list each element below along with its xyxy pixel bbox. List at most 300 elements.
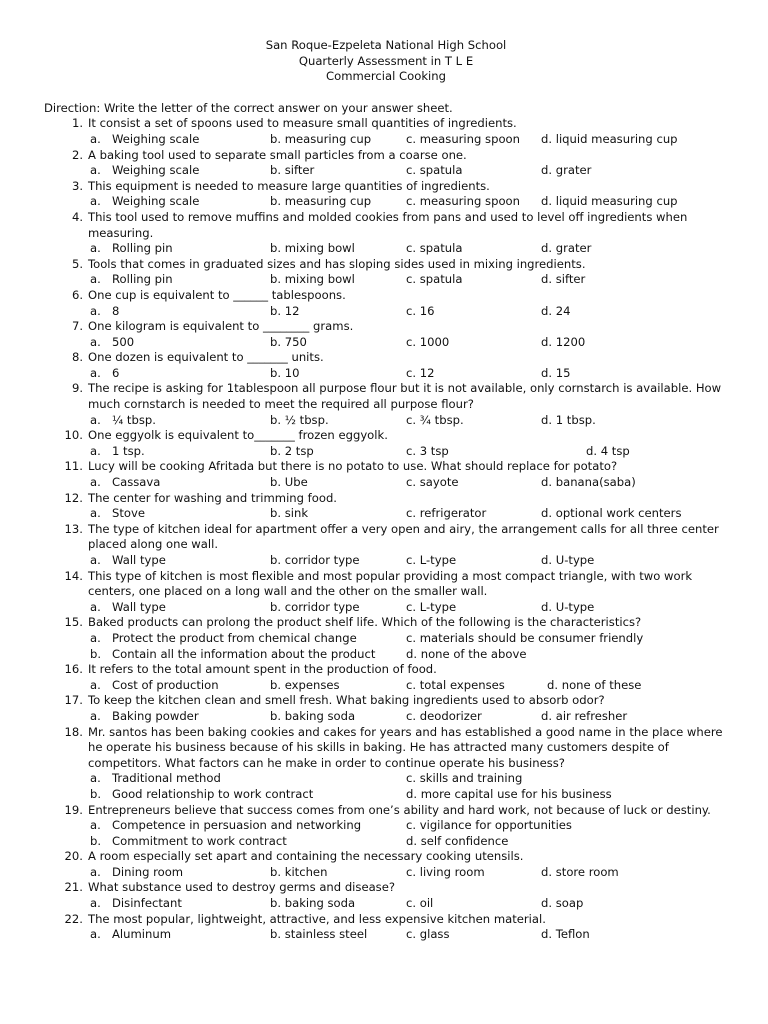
question-body (88, 257, 728, 288)
question-item (44, 350, 728, 381)
question-item (44, 803, 728, 850)
option-label: c. spatula (406, 241, 463, 256)
answer-option (541, 304, 570, 320)
answer-option (270, 896, 355, 912)
answer-option (88, 553, 166, 569)
option-label: c. vigilance for opportunities (406, 818, 572, 833)
question-number: 7. (71, 319, 83, 334)
answer-option (406, 678, 505, 694)
question-item (44, 569, 728, 616)
answer-option (88, 475, 160, 491)
option-letter: a. (90, 475, 101, 490)
option-label: d. soap (541, 896, 584, 911)
answer-option (270, 304, 299, 320)
answer-option (541, 506, 681, 522)
option-label: c. measuring spoon (406, 194, 520, 209)
answer-option (541, 335, 585, 351)
option-label: d. U-type (541, 553, 595, 567)
option-label: b. stainless steel (270, 927, 368, 942)
answer-option (88, 444, 145, 460)
question-body (88, 319, 728, 350)
option-label: d. banana(saba) (541, 475, 636, 490)
answer-option (88, 366, 119, 382)
option-letter: a. (90, 677, 101, 692)
option-label: d. 15 (541, 365, 571, 380)
option-label: c. skills and training (406, 771, 523, 786)
option-label: Good relationship to work contract (112, 786, 314, 801)
question-list (44, 116, 728, 942)
answer-options (88, 553, 728, 569)
option-label: c. ¾ tbsp. (406, 412, 464, 427)
question-body (88, 693, 728, 724)
question-number: 9. (71, 381, 83, 396)
option-label: 500 (112, 334, 135, 349)
answer-options (88, 865, 728, 881)
answer-options (88, 194, 728, 210)
question-text: It consist a set of spoons used to measure small quantities of ingredients. (88, 116, 517, 131)
option-label: Wall type (112, 599, 166, 614)
question-body (88, 428, 728, 459)
answer-options (88, 896, 728, 912)
answer-option (406, 865, 485, 881)
option-label: c. measuring spoon (406, 131, 520, 146)
question-item (44, 725, 728, 803)
option-label: c. spatula (406, 272, 463, 287)
option-letter: a. (90, 771, 101, 786)
answer-option (406, 506, 486, 522)
question-text: This equipment is needed to measure large quantities of ingredients. (88, 178, 490, 193)
answer-option (270, 444, 314, 460)
question-text: It refers to the total amount spent in the production of food. (88, 662, 437, 677)
answer-option (270, 163, 314, 179)
answer-options (88, 818, 728, 849)
option-label: b. 2 tsp (270, 443, 314, 458)
answer-option (541, 709, 627, 725)
answer-options (88, 475, 728, 491)
question-number: 6. (71, 287, 83, 302)
answer-option (541, 475, 636, 491)
option-label: c. L-type (406, 553, 457, 567)
question-text: Mr. santos has been baking cookies and cakes for years and has established a good name in the place where he operate his business because of his skills in baking. He has attracted many customers despite of competitors. What factors can he make in order to continue operate his business? (88, 724, 723, 770)
option-label: d. air refresher (541, 708, 628, 723)
answer-options (88, 631, 728, 662)
question-text: One kilogram is equivalent to ________ grams. (88, 319, 354, 334)
option-label: c. glass (406, 927, 450, 942)
answer-options (88, 335, 728, 351)
question-body (88, 803, 728, 850)
question-number: 16. (64, 662, 83, 677)
answer-options (88, 241, 728, 257)
option-label: d. grater (541, 163, 592, 178)
question-item (44, 288, 728, 319)
option-label: d. U-type (541, 599, 595, 614)
option-letter: a. (90, 443, 101, 458)
question-item (44, 693, 728, 724)
option-label: b. expenses (270, 677, 340, 692)
answer-option (406, 771, 522, 787)
option-label: Dining room (112, 864, 184, 879)
question-text: Entrepreneurs believe that success comes from one’s ability and hard work, not because of luck or destiny. (88, 802, 711, 817)
answer-option (88, 241, 173, 257)
option-label: ¼ tbsp. (112, 412, 156, 427)
option-letter: a. (90, 334, 101, 349)
answer-options (88, 413, 728, 429)
question-item (44, 491, 728, 522)
option-label: d. Teflon (541, 927, 590, 942)
answer-option (541, 163, 591, 179)
option-label: Baking powder (112, 708, 199, 723)
option-label: d. grater (541, 241, 592, 256)
answer-option (270, 366, 299, 382)
answer-option (88, 709, 199, 725)
option-letter: a. (90, 506, 101, 521)
option-label: 6 (112, 365, 120, 380)
option-label: d. none of the above (406, 646, 527, 661)
option-letter: a. (90, 553, 101, 567)
answer-option (406, 163, 462, 179)
option-letter: a. (90, 412, 101, 427)
option-label: d. 4 tsp (586, 443, 630, 458)
answer-option (541, 865, 619, 881)
option-label: Cassava (112, 475, 161, 490)
answer-options (88, 132, 728, 148)
option-label: b. kitchen (270, 864, 328, 879)
option-label: c. materials should be consumer friendly (406, 630, 644, 645)
option-label: c. sayote (406, 475, 459, 490)
question-item (44, 459, 728, 490)
option-label: c. spatula (406, 163, 463, 178)
answer-option (406, 647, 526, 663)
answer-option (406, 600, 456, 616)
question-number: 10. (64, 428, 83, 443)
question-number: 19. (64, 802, 83, 817)
question-number: 20. (64, 849, 83, 864)
answer-option (541, 600, 594, 616)
question-number: 17. (64, 693, 83, 708)
question-body (88, 350, 728, 381)
option-label: b. baking soda (270, 896, 356, 911)
option-label: c. refrigerator (406, 506, 487, 521)
question-body (88, 880, 728, 911)
option-label: b. sink (270, 506, 309, 521)
answer-options (88, 678, 728, 694)
question-number: 11. (64, 459, 83, 474)
answer-option (88, 413, 156, 429)
answer-option (270, 600, 360, 616)
answer-option (406, 413, 464, 429)
answer-option (586, 444, 630, 460)
option-label: Rolling pin (112, 241, 173, 256)
option-label: b. corridor type (270, 553, 360, 567)
question-number: 3. (71, 178, 83, 193)
question-item (44, 148, 728, 179)
answer-option (270, 132, 371, 148)
answer-option (406, 304, 435, 320)
option-label: c. oil (406, 896, 434, 911)
question-number: 8. (71, 350, 83, 365)
option-label: b. mixing bowl (270, 272, 355, 287)
option-label: Cost of production (112, 677, 219, 692)
answer-option (406, 818, 572, 834)
question-item (44, 662, 728, 693)
option-letter: a. (90, 365, 101, 380)
answer-option (88, 678, 219, 694)
answer-option (88, 834, 287, 850)
question-body (88, 849, 728, 880)
answer-option (88, 272, 173, 288)
question-text: A baking tool used to separate small particles from a coarse one. (88, 147, 467, 162)
question-text: One dozen is equivalent to _______ units. (88, 350, 324, 365)
option-label: c. deodorizer (406, 708, 482, 723)
option-label: b. measuring cup (270, 131, 372, 146)
answer-option (541, 413, 596, 429)
question-item (44, 522, 728, 569)
answer-option (541, 272, 585, 288)
answer-option (88, 865, 183, 881)
answer-options (88, 927, 728, 943)
answer-option (406, 553, 456, 569)
option-letter: a. (90, 864, 101, 879)
option-letter: a. (90, 599, 101, 614)
answer-option (88, 163, 199, 179)
question-number: 2. (71, 147, 83, 162)
question-text: A room especially set apart and containing the necessary cooking utensils. (88, 849, 524, 864)
option-label: c. 1000 (406, 334, 450, 349)
school-name: San Roque-Ezpeleta National High School (265, 38, 507, 52)
answer-options (88, 709, 728, 725)
answer-option (88, 335, 134, 351)
question-item (44, 615, 728, 662)
option-label: d. 24 (541, 303, 571, 318)
option-label: b. corridor type (270, 599, 360, 614)
option-label: Weighing scale (112, 131, 200, 146)
option-label: c. 16 (406, 303, 435, 318)
option-label: d. optional work centers (541, 506, 682, 521)
question-text: One cup is equivalent to ______ tablespoons. (88, 287, 346, 302)
option-label: Weighing scale (112, 194, 200, 209)
answer-option (406, 631, 643, 647)
question-item (44, 179, 728, 210)
answer-option (406, 787, 612, 803)
option-label: d. more capital use for his business (406, 786, 612, 801)
option-label: b. Ube (270, 475, 308, 490)
answer-options (88, 600, 728, 616)
answer-option (406, 709, 482, 725)
question-body (88, 662, 728, 693)
subject-title: Commercial Cooking (326, 69, 446, 84)
answer-option (270, 241, 355, 257)
option-label: c. 12 (406, 365, 435, 380)
option-letter: a. (90, 163, 101, 178)
question-number: 21. (64, 880, 83, 895)
option-label: d. liquid measuring cup (541, 194, 678, 209)
answer-options (88, 272, 728, 288)
option-label: d. none of these (547, 677, 642, 692)
option-label: Weighing scale (112, 163, 200, 178)
answer-option (88, 896, 182, 912)
question-number: 15. (64, 615, 83, 630)
question-number: 1. (71, 116, 83, 131)
answer-option (270, 709, 355, 725)
answer-option (406, 834, 508, 850)
exam-header (44, 38, 728, 85)
option-letter: a. (90, 708, 101, 723)
question-item (44, 849, 728, 880)
answer-option (547, 678, 641, 694)
answer-option (541, 553, 594, 569)
answer-options (88, 163, 728, 179)
question-number: 12. (64, 490, 83, 505)
question-body (88, 522, 728, 569)
answer-option (88, 771, 221, 787)
question-text: To keep the kitchen clean and smell fresh. What baking ingredients used to absorb odor? (88, 693, 605, 708)
option-label: b. ½ tbsp. (270, 412, 329, 427)
answer-option (88, 818, 361, 834)
question-item (44, 880, 728, 911)
answer-option (270, 335, 307, 351)
answer-option (541, 241, 591, 257)
question-number: 14. (64, 568, 83, 583)
question-body (88, 459, 728, 490)
option-label: b. baking soda (270, 708, 356, 723)
question-number: 5. (71, 256, 83, 271)
answer-option (406, 132, 520, 148)
answer-option (270, 413, 329, 429)
question-text: This tool used to remove muffins and molded cookies from pans and used to level off ingredients when measuring. (88, 209, 688, 240)
answer-option (270, 927, 367, 943)
question-body (88, 210, 728, 257)
answer-option (406, 444, 449, 460)
option-label: b. measuring cup (270, 194, 372, 209)
answer-option (88, 647, 375, 663)
option-label: b. sifter (270, 163, 315, 178)
option-label: d. sifter (541, 272, 586, 287)
question-body (88, 381, 728, 428)
answer-option (88, 506, 145, 522)
answer-options (88, 366, 728, 382)
answer-options (88, 444, 728, 460)
option-label: Traditional method (112, 771, 221, 786)
answer-option (406, 272, 462, 288)
option-letter: a. (90, 272, 101, 287)
option-letter: a. (90, 194, 101, 209)
answer-option (270, 272, 355, 288)
option-label: b. 12 (270, 303, 300, 318)
question-text: The most popular, lightweight, attractive, and less expensive kitchen material. (88, 911, 546, 926)
option-label: b. 10 (270, 365, 300, 380)
option-label: c. living room (406, 864, 485, 879)
question-body (88, 116, 728, 147)
option-label: d. store room (541, 864, 619, 879)
option-letter: a. (90, 630, 101, 645)
question-item (44, 428, 728, 459)
direction-text: Direction: Write the letter of the correct answer on your answer sheet. (44, 100, 453, 115)
option-label: Rolling pin (112, 272, 173, 287)
option-label: c. total expenses (406, 677, 505, 692)
answer-option (88, 304, 119, 320)
answer-option (541, 366, 570, 382)
answer-option (88, 631, 357, 647)
option-label: d. 1 tbsp. (541, 412, 596, 427)
answer-option (406, 366, 435, 382)
option-label: Commitment to work contract (112, 833, 287, 848)
answer-option (406, 194, 520, 210)
answer-option (88, 132, 199, 148)
question-text: What substance used to destroy germs and disease? (88, 880, 396, 895)
answer-option (541, 927, 590, 943)
option-label: Aluminum (112, 927, 172, 942)
question-body (88, 179, 728, 210)
question-text: Lucy will be cooking Afritada but there is no potato to use. What should replace for potato? (88, 459, 618, 474)
question-text: The type of kitchen ideal for apartment offer a very open and airy, the arrangement calls for all three center placed along one wall. (88, 521, 719, 552)
question-body (88, 912, 728, 943)
answer-option (270, 475, 308, 491)
option-letter: a. (90, 896, 101, 911)
answer-option (406, 335, 449, 351)
option-letter: a. (90, 927, 101, 942)
question-number: 18. (64, 724, 83, 739)
answer-option (88, 194, 199, 210)
option-label: Competence in persuasion and networking (112, 818, 362, 833)
option-letter: b. (90, 786, 102, 801)
assessment-title: Quarterly Assessment in T L E (298, 53, 474, 68)
question-item (44, 319, 728, 350)
option-label: d. 1200 (541, 334, 586, 349)
option-label: b. 750 (270, 334, 307, 349)
option-label: 1 tsp. (112, 443, 145, 458)
option-label: Stove (112, 506, 145, 521)
option-letter: a. (90, 131, 101, 146)
question-text: The recipe is asking for 1tablespoon all purpose flour but it is not available, only cornstarch is available. How much cornstarch is needed to meet the required all purpose flour? (88, 381, 722, 412)
answer-options (88, 506, 728, 522)
question-item (44, 210, 728, 257)
answer-options (88, 304, 728, 320)
option-label: d. liquid measuring cup (541, 131, 678, 146)
answer-option (406, 241, 462, 257)
question-number: 22. (64, 911, 83, 926)
answer-option (270, 865, 327, 881)
question-text: This type of kitchen is most flexible and most popular providing a most compact triangle, with two work centers, one placed on a long wall and the other on the smaller wall. (88, 568, 693, 599)
question-text: The center for washing and trimming food. (88, 490, 337, 505)
option-letter: b. (90, 833, 102, 848)
question-number: 13. (64, 521, 83, 536)
question-body (88, 569, 728, 616)
question-text: Tools that comes in graduated sizes and has sloping sides used in mixing ingredients. (88, 256, 586, 271)
answer-option (270, 506, 308, 522)
option-label: Contain all the information about the product (112, 646, 376, 661)
question-text: One eggyolk is equivalent to_______ frozen eggyolk. (88, 428, 388, 443)
option-letter: a. (90, 303, 101, 318)
answer-options (88, 771, 728, 802)
option-letter: a. (90, 818, 101, 833)
answer-option (541, 132, 678, 148)
option-letter: b. (90, 646, 102, 661)
answer-option (406, 927, 450, 943)
option-label: d. self confidence (406, 833, 509, 848)
option-letter: a. (90, 241, 101, 256)
answer-option (270, 194, 371, 210)
question-body (88, 148, 728, 179)
option-label: Wall type (112, 553, 166, 567)
answer-option (406, 475, 459, 491)
answer-option (270, 678, 340, 694)
question-number: 4. (71, 209, 83, 224)
answer-option (88, 927, 171, 943)
option-label: b. mixing bowl (270, 241, 355, 256)
answer-option (88, 787, 313, 803)
answer-option (88, 600, 166, 616)
question-text: Baked products can prolong the product shelf life. Which of the following is the characteristics? (88, 615, 642, 630)
